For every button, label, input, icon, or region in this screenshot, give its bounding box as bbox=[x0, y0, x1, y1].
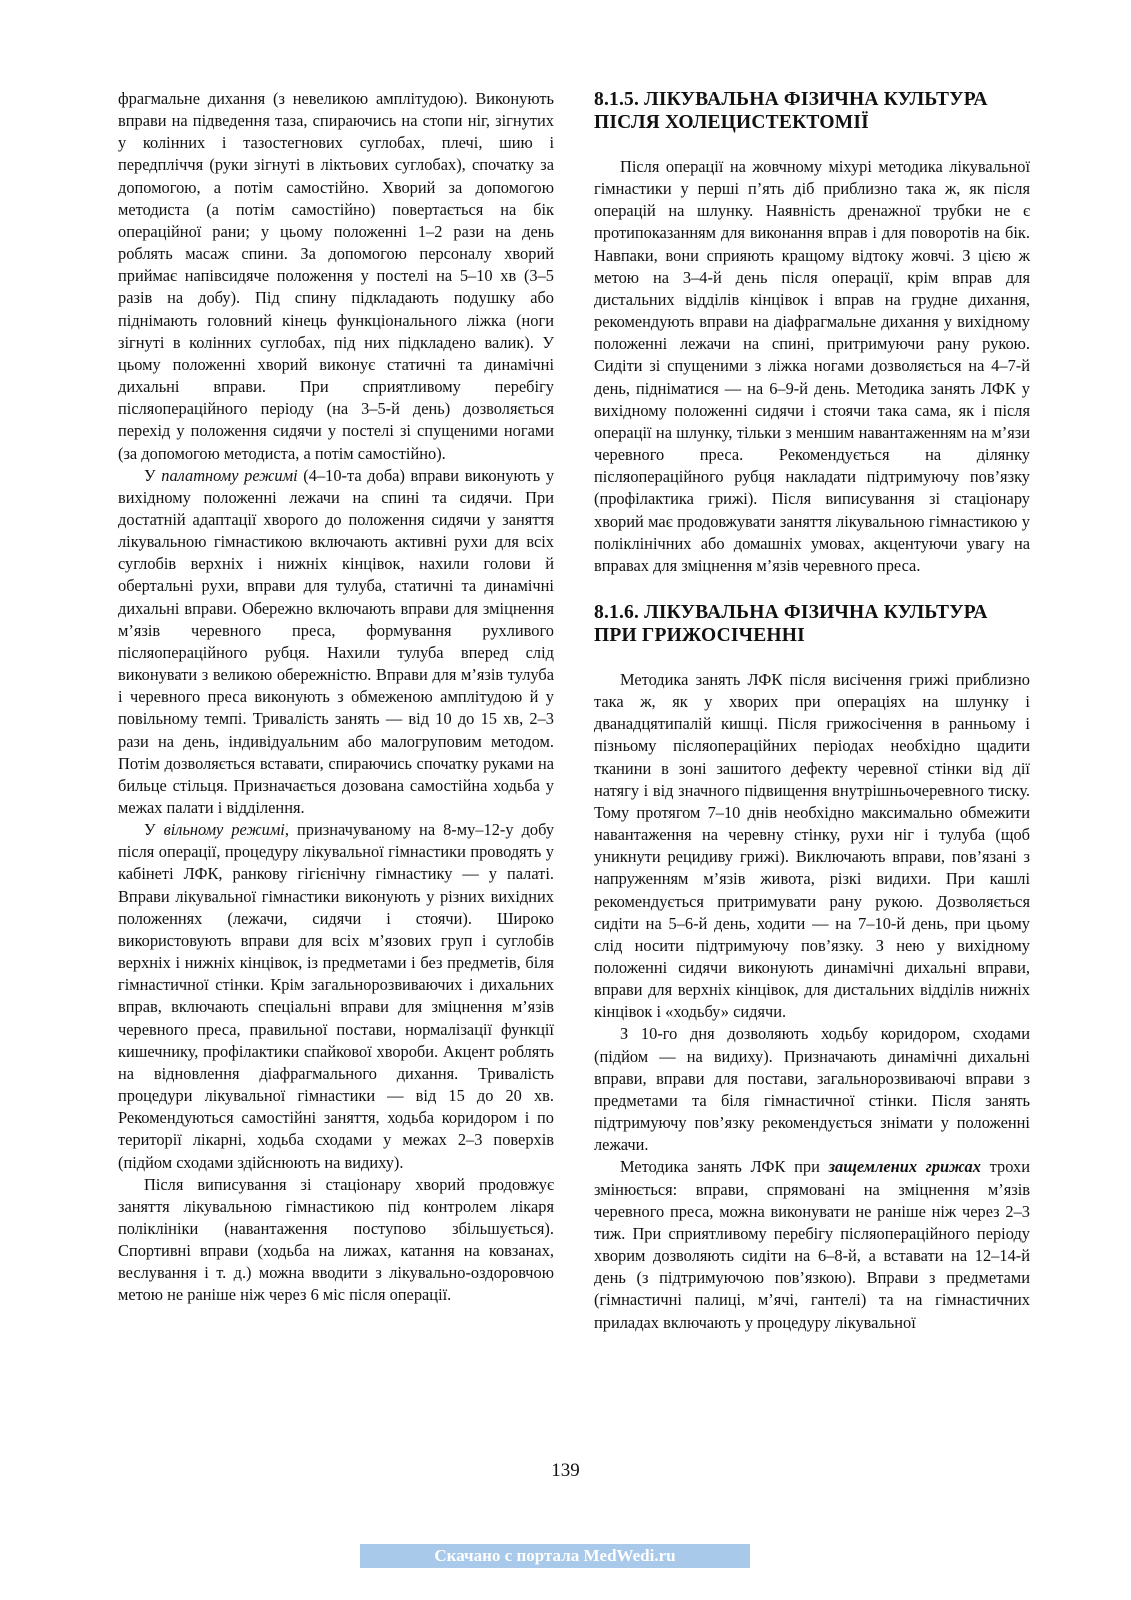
paragraph: Після виписування зі стаціонару хворий продовжує заняття лікувальною гімнастикою під контролем лікаря поліклініки (навантаження поступово збільшується). Спортивні вправи (ходьба на лижах, катання на ковзанах, веслування і т. д.) можна вводити з лікувально-оздоровчою метою не раніше ніж через 6 міс після операції. bbox=[118, 1174, 554, 1305]
paragraph-text: (4–10-та доба) вправи виконують у вихідному положенні лежачи на спині та сидячи. При достатній адаптації хворого до положення сидячи у заняття лікувальною гімнастикою включають активні рухи для всіх суглобів верхніх і нижніх кінцівок, нахили голови й обертальні рухи, вправи для тулуба, статичні та динамічні дихальні вправи. Обережно включають вправи для зміцнення м’язів черевного преса, формування рухливого післяопераційного рубця. Нахили тулуба вперед слід виконувати з великою обережністю. Вправи для м’язів тулуба і черевного преса виконують з обмеженою амплітудою й у повільному темпі. Тривалість занять — від 10 до 15 хв, 2–3 рази на день, індивідуальним або малогруповим методом. Потім дозволяється вставати, спираючись спочатку руками на бильце стільця. Призначається дозована самостійна ходьба у межах палати і відділення. bbox=[118, 465, 555, 817]
page-number: 139 bbox=[551, 1460, 580, 1481]
paragraph bbox=[594, 1156, 1030, 1333]
paragraph-text: У bbox=[144, 465, 162, 485]
right-column bbox=[594, 88, 1030, 1334]
emphasis-text: палатному режимі bbox=[161, 465, 298, 485]
paragraph: фрагмальне дихання (з невеликою амплітудою). Виконують вправи на підведення таза, спираючись на стопи ніг, зігнутих у колінних і тазостегнових суглобах, плечі, шию і передпліччя (руки зігнуті в ліктьових суглобах), спочатку за допомогою, а потім самостійно. Хворий за допомогою методиста (а потім самостійно) повертається на бік операційної рани; у цьому положенні 1–2 рази на день роблять масаж спини. За допомогою персоналу хворий приймає напівсидяче положення у постелі на 5–10 хв (3–5 разів на добу). Під спину підкладають подушку або піднімають головний кінець функціонального ліжка (ноги зігнуті в колінних суглобах, під них підкладено валик). У цьому положенні хворий виконує статичні та динамічні дихальні вправи. При сприятливому перебігу післяопераційного періоду (на 3–5-й день) дозволяється перехід у положення сидячи у постелі зі спущеними ногами (за допомогою методиста, а потім самостійно). bbox=[118, 89, 554, 463]
watermark-banner: Скачано с портала MedWedi.ru bbox=[360, 1544, 750, 1568]
paragraph-text: трохи змінюється: вправи, спрямовані на зміцнення м’язів черевного преса, можна виконувати не раніше ніж через 2–3 тиж. При сприятливому перебігу післяопераційного періоду хворим дозволяють сидіти на 6–8-й, а вставати на 12–14-й день (з підтримуючою пов’язкою). Вправи з предметами (гімнастичні палиці, м’ячі, гантелі) та на гімнастичних приладах включають у процедуру лікувальної bbox=[594, 1157, 1030, 1332]
emphasis-text: защемлених грижах bbox=[828, 1157, 981, 1177]
left-column bbox=[118, 88, 554, 1307]
paragraph bbox=[118, 819, 554, 1174]
paragraph-text: Методика занять ЛФК при bbox=[620, 1157, 829, 1177]
paragraph: Після операції на жовчному міхурі методика лікувальної гімнастики у перші п’ять діб приблизно така ж, як після операцій на шлунку. Наявність дренажної трубки не є протипоказанням для виконання вправ і для поворотів на бік. Навпаки, вони сприяють кращому відтоку жовчі. З цією ж метою на 3–4-й день після операції, крім вправ для дистальних відділів кінцівок і вправ на грудне дихання, рекомендують вправи на діафрагмальне дихання у вихідному положенні лежачи на спині, притримуючи рану рукою. Сидіти зі спущеними з ліжка ногами дозволяється на 4–7-й день, підніматися — на 6–9-й день. Методика занять ЛФК у вихідному положенні сидячи і стоячи така сама, як і після операції на шлунку, тільки з меншим навантаженням на м’язи черевного преса. Рекомендується на ділянку післяопераційного рубця накладати підтримуючу пов’язку (профілактика грижі). Після виписування зі стаціонару хворий має продовжувати заняття лікувальною гімнастикою у поліклінічних або домашніх умовах, акцентуючи увагу на вправах для зміцнення м’язів черевного преса. bbox=[594, 157, 1030, 575]
paragraph: З 10-го дня дозволяють ходьбу коридором, сходами (підйом — на видиху). Призначають динамічні дихальні вправи, вправи для постави, загальнорозвиваючі вправи з предметами та біля гімнастичної стінки. Після занять підтримуючу пов’язку рекомендується знімати у положенні лежачи. bbox=[594, 1024, 1030, 1155]
paragraph bbox=[118, 465, 554, 820]
paragraph: Методика занять ЛФК після висічення грижі приблизно така ж, як у хворих при операціях на шлунку і дванадцятипалій кишці. Після грижосічення в ранньому і пізньому післяопераційних періодах необхідно щадити тканини в зоні зашитого дефекту черевної стінки від дії натягу і від значного підвищення внутрішньочеревного тиску. Тому протягом 7–10 днів необхідно максимально обмежити навантаження на черевну стінку, рухи ніг і тулуба (щоб уникнути рецидиву грижі). Виключають вправи, пов’язані з напруженням м’язів живота, різкі видихи. При кашлі рекомендується притримувати рану рукою. Дозволяється сидіти на 5–6-й день, ходити — на 7–10-й день, при цьому слід носити підтримуючу пов’язку. З нею у вихідному положенні сидячи виконують динамічні дихальні вправи, вправи для верхніх кінцівок, для дистальних відділів нижніх кінцівок і «ходьбу» сидячи. bbox=[594, 669, 1030, 1022]
emphasis-text: вільному режимі bbox=[163, 820, 285, 840]
section-heading: 8.1.6. ЛІКУВАЛЬНА ФІЗИЧНА КУЛЬТУРА ПРИ ГРИЖОСІЧЕННІ bbox=[594, 601, 988, 646]
paragraph-text: У bbox=[144, 820, 164, 840]
section-heading: 8.1.5. ЛІКУВАЛЬНА ФІЗИЧНА КУЛЬТУРА ПІСЛЯ ХОЛЕЦИСТЕКТОМІЇ bbox=[594, 89, 988, 133]
paragraph-text: , призначуваному на 8-му–12-у добу після операції, процедуру лікувальної гімнастики проводять у кабінеті ЛФК, ранкову гігієнічну гімнастику — у палаті. Вправи лікувальної гімнастики виконують у різних вихідних положеннях (лежачи, сидячи і стоячи). Широко використовують вправи для всіх м’язових груп і суглобів верхніх і нижніх кінцівок, із предметами і без предметів, біля гімнастичної стінки. Крім загальнорозвиваючих і дихальних вправ, включають спеціальні вправи для зміцнення м’язів черевного преса, правильної постави, нормалізації функції кишечнику, профілактики спайкової хвороби. Акцент роблять на відновлення діафрагмального дихання. Тривалість процедури лікувальної гімнастики — від 15 до 20 хв. Рекомендуються самостійні заняття, ходьба коридором і по території лікарні, ходьба сходами у межах 2–3 поверхів (підйом сходами здійснюють на видиху). bbox=[118, 820, 555, 1172]
